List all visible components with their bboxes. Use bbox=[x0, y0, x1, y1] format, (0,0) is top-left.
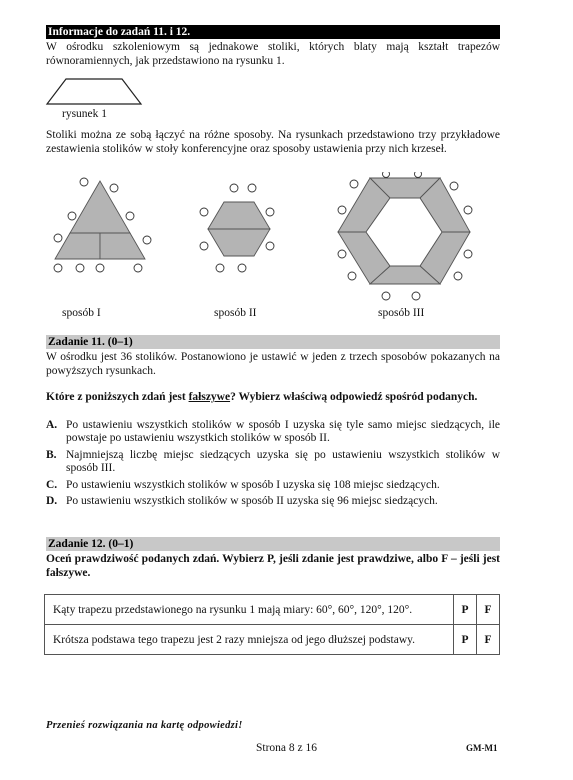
task12-header bbox=[46, 537, 500, 551]
task11-question-a: Które z poniższych zdań jest bbox=[46, 391, 189, 403]
answer-f-2[interactable]: F bbox=[477, 625, 500, 655]
option-b[interactable] bbox=[46, 449, 500, 477]
option-b-letter: B. bbox=[46, 449, 57, 461]
option-d-text: Po ustawieniu wszystkich stolików w sposób II uzyska się 96 miejsc siedzących. bbox=[66, 495, 438, 507]
way3-figure bbox=[330, 172, 480, 302]
task11-question-b: ? Wybierz właściwą odpowiedź spośród podanych. bbox=[230, 391, 478, 403]
table-row bbox=[45, 595, 500, 625]
option-a[interactable] bbox=[46, 419, 500, 447]
footer-note: Przenieś rozwiązania na kartę odpowiedzi! bbox=[46, 720, 243, 731]
figure1-caption: rysunek 1 bbox=[62, 108, 108, 120]
task11-text: W ośrodku jest 36 stolików. Postanowiono je ustawić w jeden z trzech sposobów pokazanych na powyższych rysunkach. bbox=[46, 351, 500, 377]
option-c-letter: C. bbox=[46, 479, 58, 491]
option-d-letter: D. bbox=[46, 495, 58, 507]
way2-figure bbox=[198, 176, 288, 276]
statement-2: Krótsza podstawa tego trapezu jest 2 razy mniejsza od jego dłuższej podstawy. bbox=[45, 625, 454, 655]
info-header bbox=[46, 25, 500, 39]
statement-1: Kąty trapezu przedstawionego na rysunku 1 mają miary: 60°, 60°, 120°, 120°. bbox=[45, 595, 454, 625]
exam-code: GM-M1 bbox=[466, 743, 498, 753]
option-c-text: Po ustawieniu wszystkich stolików w sposób I uzyska się 108 miejsc siedzących. bbox=[66, 479, 440, 491]
answer-f-1[interactable]: F bbox=[477, 595, 500, 625]
way3-label: sposób III bbox=[378, 307, 425, 319]
option-a-text: Po ustawieniu wszystkich stolików w sposób I uzyska się tyle samo miejsc siedzących, ile powstaje po ustawieniu wszystkich stolików w sposób II. bbox=[66, 419, 500, 444]
answer-p-1[interactable]: P bbox=[454, 595, 477, 625]
option-d[interactable] bbox=[46, 495, 500, 509]
task11-header bbox=[46, 335, 500, 349]
task12-table bbox=[44, 594, 500, 655]
option-b-text: Najmniejszą liczbę miejsc siedzących uzyska się po ustawieniu wszystkich stolików w sposób III. bbox=[66, 449, 500, 474]
task11-header-text: Zadanie 11. (0–1) bbox=[48, 336, 133, 348]
task11-question bbox=[46, 390, 500, 404]
task12-text: Oceń prawdziwość podanych zdań. Wybierz P, jeśli zdanie jest prawdziwe, albo F – jeśli jest fałszywe. bbox=[46, 553, 500, 579]
ways-text: Stoliki można ze sobą łączyć na różne sposoby. Na rysunkach przedstawiono trzy przykładowe zestawienia stolików w stoły konferencyjne oraz sposoby ustawienia przy nich krzeseł. bbox=[46, 129, 500, 155]
way2-label: sposób II bbox=[214, 307, 257, 319]
page-number: Strona 8 z 16 bbox=[255, 742, 317, 754]
answer-p-2[interactable]: P bbox=[454, 625, 477, 655]
option-a-letter: A. bbox=[46, 419, 58, 431]
option-c[interactable] bbox=[46, 479, 500, 493]
intro-text: W ośrodku szkoleniowym są jednakowe stoliki, których blaty mają kształt trapezów równoramiennych, jak przedstawiono na rysunku 1. bbox=[46, 41, 500, 67]
info-header-text: Informacje do zadań 11. i 12. bbox=[48, 26, 191, 38]
way1-figure bbox=[50, 176, 160, 276]
table-row bbox=[45, 625, 500, 655]
way1-label: sposób I bbox=[62, 307, 101, 319]
task11-question-underlined: fałszywe bbox=[188, 391, 231, 403]
figure1-trapezoid bbox=[44, 76, 144, 106]
task12-header-text: Zadanie 12. (0–1) bbox=[48, 538, 134, 550]
